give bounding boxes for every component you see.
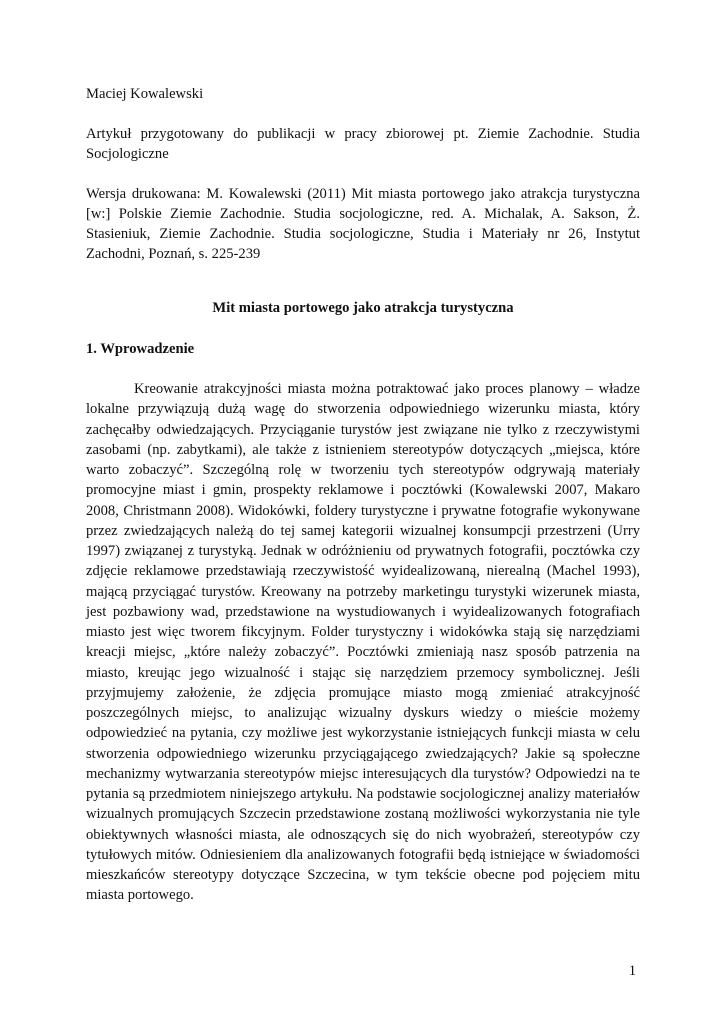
article-title: Mit miasta portowego jako atrakcja turystyczna (212, 300, 514, 316)
print-version-citation: Wersja drukowana: M. Kowalewski (2011) Mit miasta portowego jako atrakcja turystyczna [w:] Polskie Ziemie Zachodnie. Studia socjologiczne, red. A. Michalak, A. Sakson, Ż. Stasieniuk, Ziemie Zachodnie. Studia socjologiczne, Studia i Materiały nr 26, Instytut Zachodni, Poznań, s. 225-239 (86, 186, 640, 262)
publication-note: Artykuł przygotowany do publikacji w pracy zbiorowej pt. Ziemie Zachodnie. Studia Socjologiczne (86, 126, 640, 162)
document-page (86, 84, 640, 906)
section-heading: 1. Wprowadzenie (86, 341, 195, 357)
introduction-paragraph: Kreowanie atrakcyjności miasta można potraktować jako proces planowy – władze lokalne przywiązują dużą wagę do stworzenia odpowiedniego wizerunku miasta, który zachęcałby odwiedzających. Przyciąganie turystów jest związane nie tylko z rzeczywistymi zasobami (np. zabytkami), ale także z istnieniem stereotypów dotyczących „miejsca, które warto zobaczyć”. Szczególną rolę w tworzeniu tych stereotypów odgrywają materiały promocyjne miast i gmin, prospekty reklamowe i pocztówki (Kowalewski 2007, Makaro 2008, Christmann 2008). Widokówki, foldery turystyczne i prywatne fotografie wykonywane przez zwiedzających należą do tej samej kategorii wizualnej konsumpcji przestrzeni (Urry 1997) związanej z turystyką. Jednak w odróżnieniu od prywatnych fotografii, pocztówka czy zdjęcie reklamowe przedstawiają rzeczywistość wyidealizowaną, nierealną (Machel 1993), mającą przyciągać turystów. Kreowany na potrzeby marketingu turystyki wizerunek miasta, jest pozbawiony wad, przedstawione na wystudiowanych i wyidealizowanych fotografiach miasto jest więc tworem fikcyjnym. Folder turystyczny i widokówka stają się narzędziami kreacji miejsc, „które należy zobaczyć”. Pocztówki zmieniają nasz sposób patrzenia na miasto, kreując jego wizualność i stając się narzędziem przemocy symbolicznej. Jeśli przyjmujemy założenie, że zdjęcia promujące miasto mogą zmieniać atrakcyjność poszczególnych miejsc, to analizując wizualny dyskurs wiedzy o mieście możemy odpowiedzieć na pytania, czy możliwe jest wykorzystanie istniejących funkcji miasta w celu stworzenia odpowiedniego wizerunku przyciągającego zwiedzających? Jakie są społeczne mechanizmy wytwarzania stereotypów miejsc interesujących dla turystów? Odpowiedzi na te pytania są przedmiotem niniejszego artykułu. Na podstawie socjologicznej analizy materiałów wizualnych promujących Szczecin przedstawione zostaną możliwości wykorzystania nie tyle obiektywnych własności miasta, ale odnoszących się do nich wyobrażeń, stereotypów czy tytułowych mitów. Odniesieniem dla analizowanych fotografii będą istniejące w świadomości mieszkańców stereotypy dotyczące Szczecina, w tym tekście obecne pod pojęciem mitu miasta portowego. (86, 381, 640, 904)
page-number: 1 (628, 963, 636, 979)
author-name: Maciej Kowalewski (86, 86, 204, 102)
